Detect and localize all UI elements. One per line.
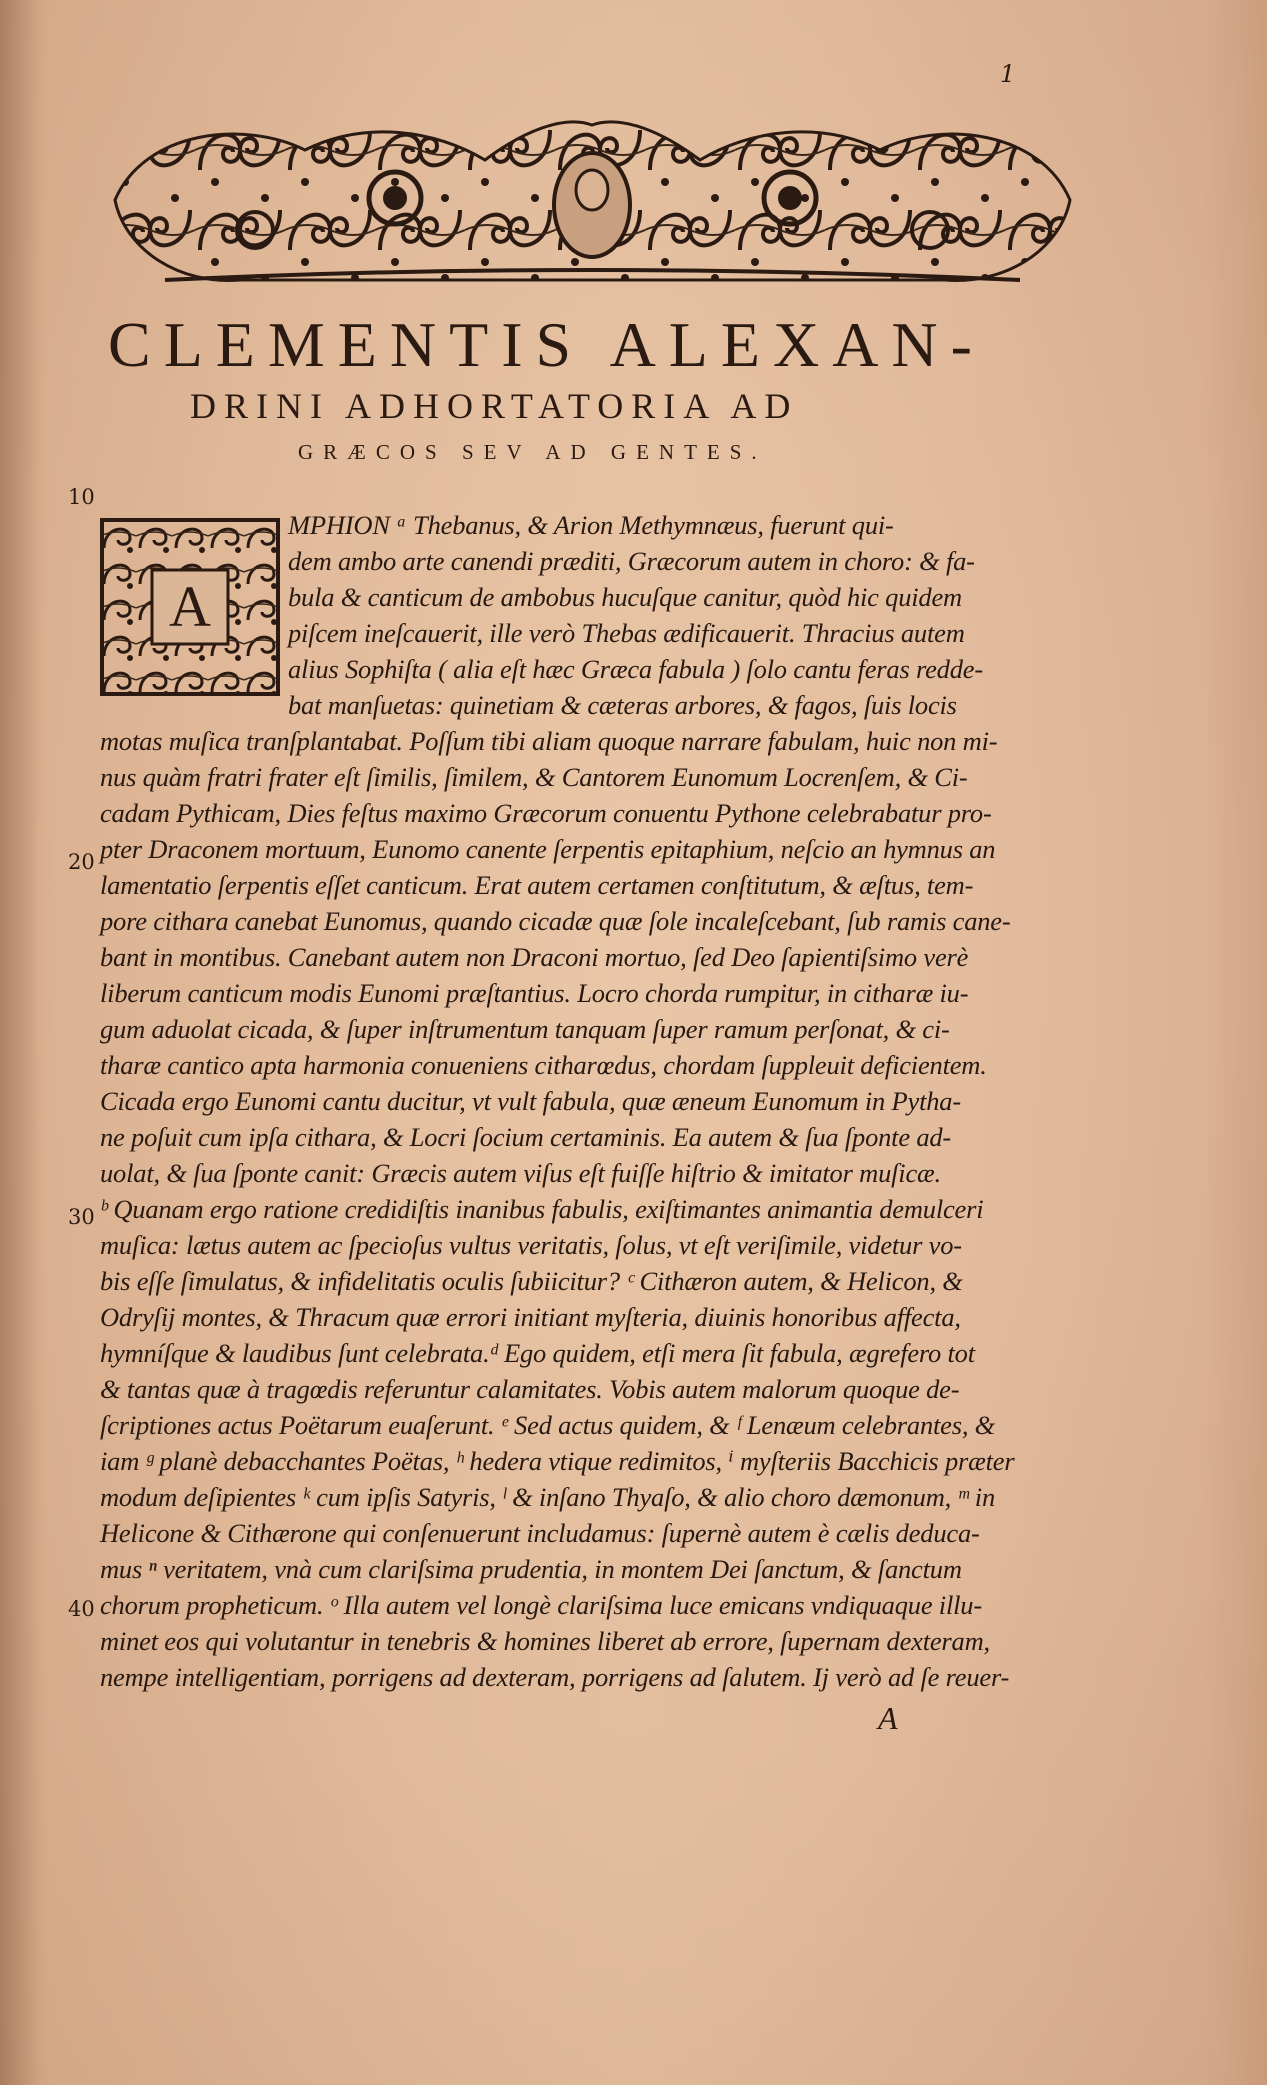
title-line-1: CLEMENTIS ALEXAN-: [108, 309, 985, 380]
text-line: modum deſipientes ᵏ cum ipſis Satyris, ˡ & inſano Thyaſo, & alio choro dæmonum, ᵐ in: [100, 1482, 995, 1512]
decorated-initial-dropcap: [100, 518, 280, 696]
folio-number: 1: [1000, 60, 1016, 88]
text-line: ne poſuit cum ipſa cithara, & Locri ſocium certaminis. Ea autem & ſua ſponte ad-: [100, 1122, 952, 1152]
text-line: muſica: lætus autem ac ſpecioſus vultus veritatis, ſolus, vt eſt veriſimile, videtur vo-: [100, 1230, 962, 1260]
text-line: Cicada ergo Eunomi cantu ducitur, vt vult fabula, quæ æneum Eunomum in Pytha-: [100, 1086, 961, 1116]
ornamental-headpiece: [105, 110, 1080, 300]
text-line: & tantas quæ à tragœdis referuntur calamitates. Vobis autem malorum quoque de-: [100, 1374, 960, 1404]
text-line: liberum canticum modis Eunomi præſtantius. Locro chorda rumpitur, in citharæ iu-: [100, 978, 969, 1008]
catchword: A: [878, 1700, 898, 1736]
text-line: mus ⁿ veritatem, vnà cum clariſsima prudentia, in montem Dei ſanctum, & ſanctum: [100, 1554, 962, 1584]
text-line: Odryſij montes, & Thracum quæ errori initiant myſteria, diuinis honoribus affecta,: [100, 1302, 961, 1332]
text-line: bis eſſe ſimulatus, & infidelitatis oculis ſubiicitur? ᶜ Cithæron autem, & Helicon, &: [100, 1266, 963, 1296]
text-line: bula & canticum de ambobus hucuſque canitur, quòd hic quidem: [288, 582, 962, 612]
text-line: lamentatio ſerpentis eſſet canticum. Erat autem certamen conſtitutum, & æſtus, tem-: [100, 870, 974, 900]
text-line: motas muſica tranſplantabat. Poſſum tibi aliam quoque narrare fabulam, huic non mi-: [100, 726, 998, 756]
text-line: alius Sophiſta ( alia eſt hæc Græca fabula ) ſolo cantu feras redde-: [288, 654, 983, 684]
text-line: cadam Pythicam, Dies feſtus maximo Græcorum conuentu Pythone celebrabatur pro-: [100, 798, 992, 828]
text-line: gum aduolat cicada, & ſuper inſtrumentum tanquam ſuper ramum perſonat, & ci-: [100, 1014, 950, 1044]
text-line: tharæ cantico apta harmonia conueniens citharœdus, chordam ſuppleuit deficientem.: [100, 1050, 987, 1080]
text-line: uolat, & ſua ſponte canit: Græcis autem viſus eſt fuiſſe hiſtrio & imitator muſicæ.: [100, 1158, 941, 1188]
text-line: hymníſque & laudibus ſunt celebrata.ᵈ Ego quidem, etſi mera ſit fabula, ægrefero tot: [100, 1338, 975, 1368]
text-line: dem ambo arte canendi præditi, Græcorum autem in choro: & fa-: [288, 546, 975, 576]
text-line: bat manſuetas: quinetiam & cæteras arbores, & fagos, ſuis locis: [288, 690, 957, 720]
text-line: chorum propheticum. ᵒ Illa autem vel longè clariſsima luce emicans vndiquaque illu-: [100, 1590, 982, 1620]
margin-number: 40: [68, 1597, 95, 1621]
title-line-3: GRÆCOS SEV AD GENTES.: [298, 440, 767, 464]
text-line: nus quàm fratri frater eſt ſimilis, ſimilem, & Cantorem Eunomum Locrenſem, & Ci-: [100, 762, 968, 792]
text-line: MPHION ᵃ Thebanus, & Arion Methymnæus, fuerunt qui-: [288, 510, 894, 540]
text-line: pter Draconem mortuum, Eunomo canente ſerpentis epitaphium, neſcio an hymnus an: [100, 834, 996, 864]
text-line: pore cithara canebat Eunomus, quando cicadæ quæ ſole incaleſcebant, ſub ramis cane-: [100, 906, 1011, 936]
text-line: bant in montibus. Canebant autem non Draconi mortuo, ſed Deo ſapientiſsimo verè: [100, 942, 969, 972]
dropcap-letter: A: [169, 574, 211, 639]
text-line: minet eos qui volutantur in tenebris & homines liberet ab errore, ſupernam dexteram,: [100, 1626, 990, 1656]
text-line: ſcriptiones actus Poëtarum euaſerunt. ᵉ Sed actus quidem, & ᶠ Lenæum celebrantes, &: [100, 1410, 996, 1440]
margin-number: 30: [68, 1205, 95, 1229]
title-line-2: DRINI ADHORTATORIA AD: [190, 386, 799, 426]
text-line: ᵇ Quanam ergo ratione credidiſtis inanibus fabulis, exiſtimantes animantia demulceri: [100, 1194, 984, 1224]
text-line: Helicone & Cithærone qui conſenuerunt includamus: ſupernè autem è cælis deduca-: [100, 1518, 980, 1548]
margin-number: 10: [68, 485, 95, 509]
text-line: piſcem ineſcauerit, ille verò Thebas ædificauerit. Thracius autem: [288, 618, 965, 648]
margin-number: 20: [68, 850, 95, 874]
text-line: nempe intelligentiam, porrigens ad dexteram, porrigens ad ſalutem. Ij verò ad ſe reuer-: [100, 1662, 1010, 1692]
text-line: iam ᵍ planè debacchantes Poëtas, ʰ hedera vtique redimitos, ⁱ myſteriis Bacchicis præter: [100, 1446, 1015, 1476]
page-edge-shadow: [0, 0, 40, 2085]
